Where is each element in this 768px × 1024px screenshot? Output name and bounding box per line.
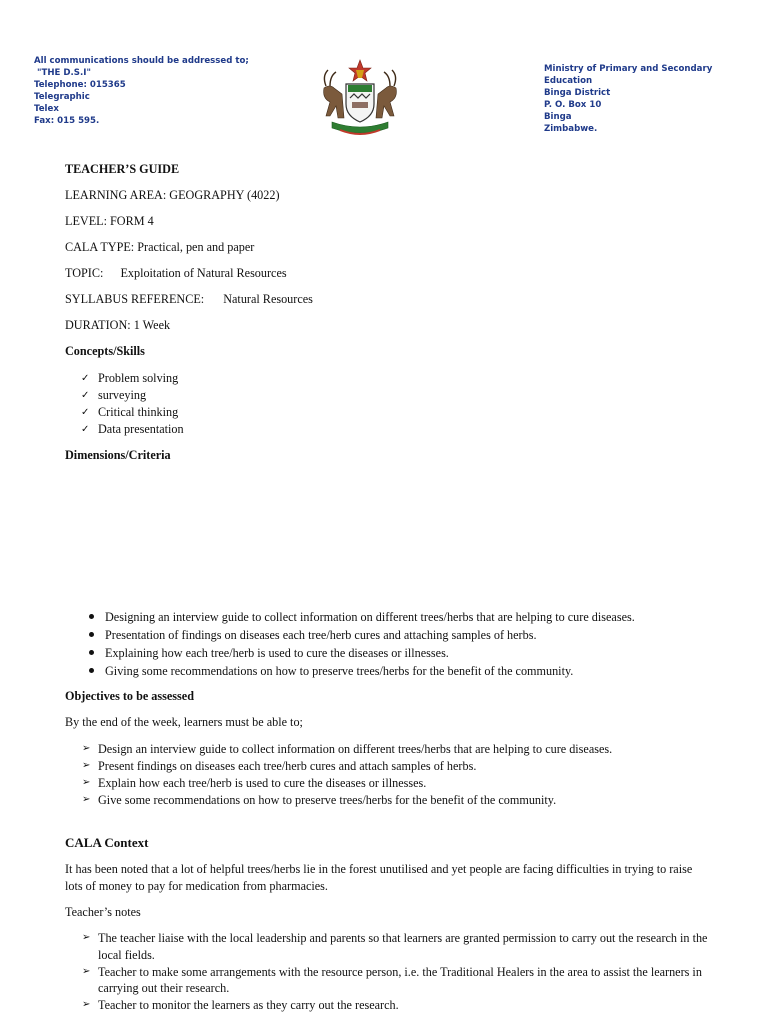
teacher-notes-list [82,930,708,1014]
list-item-text: Presentation of findings on diseases each tree/herb cures and attaching samples of herbs. [105,628,537,642]
context-paragraph: It has been noted that a lot of helpful trees/herbs lie in the forest unutilised and yet people are facing difficulties in trying to raise lots of money to pay for medication from pharmacies. [65,862,693,893]
objectives-list [82,741,613,809]
list-item [82,775,612,792]
list-item [82,792,612,809]
bullet-icon [89,650,94,655]
list-item-text: Explaining how each tree/herb is used to cure the diseases or illnesses. [105,646,449,660]
kudu-icon [324,86,344,118]
list-item-text: Problem solving [98,371,179,385]
arrow-bullet-icon: ➢ [82,794,91,805]
header-right-line: P. O. Box 10 [544,100,602,110]
header-left-line: Fax: 015 595. [34,116,100,126]
learning-area-field: LEARNING AREA: GEOGRAPHY (4022) [65,188,280,202]
check-mark-icon: ✓ [81,390,90,401]
cala-type-field: CALA TYPE: Practical, pen and paper [65,240,255,254]
bullet-icon [89,668,94,673]
header-right-line: Binga District [544,88,611,98]
context-heading: CALA Context [65,835,149,850]
topic-field [65,266,287,281]
coat-of-arms-emblem [312,58,408,140]
arrow-bullet-icon: ➢ [82,760,91,771]
list-item-text: Present findings on diseases each tree/herb cures and attach samples of herbs. [98,759,477,773]
list-item [82,930,708,963]
header-left-line: Telex [34,104,59,114]
check-mark-icon: ✓ [81,424,90,435]
list-item [105,645,635,663]
level-field: LEVEL: FORM 4 [65,214,154,228]
kudu-icon [376,86,396,118]
objectives-heading: Objectives to be assessed [65,689,194,703]
list-item-text: Give some recommendations on how to preserve trees/herbs for the benefit of the community. [98,793,557,807]
arrow-bullet-icon: ➢ [82,965,91,977]
header-right-line: Binga [544,112,572,122]
arrow-bullet-icon: ➢ [82,999,91,1010]
bullet-icon [89,614,94,619]
list-item [81,421,184,438]
notes-heading: Teacher’s notes [65,905,141,919]
list-item [105,663,635,681]
duration-field: DURATION: 1 Week [65,318,171,332]
criteria-list [105,609,635,681]
list-item-text: Designing an interview guide to collect information on different trees/herbs that are helping to cure diseases. [105,610,635,624]
topic-value: Exploitation of Natural Resources [120,266,287,280]
syllabus-value: Natural Resources [223,292,313,306]
list-item [105,609,635,627]
list-item [81,404,184,421]
list-item-text: Data presentation [98,422,184,436]
list-item-text: The teacher liaise with the local leadership and parents so that learners are granted permission to carry out the research in the local fields. [98,931,708,962]
dimensions-heading: Dimensions/Criteria [65,448,171,462]
syllabus-label: SYLLABUS REFERENCE: [65,292,205,306]
check-mark-icon: ✓ [81,407,90,418]
document-title: TEACHER’S GUIDE [65,162,180,176]
list-item-text: Critical thinking [98,405,179,419]
arrow-bullet-icon: ➢ [82,932,91,943]
list-item [82,758,612,775]
header-right-line: Education [544,76,593,86]
concepts-heading: Concepts/Skills [65,344,145,358]
header-left-line: All communications should be addressed to; [34,56,249,66]
list-item-text: Explain how each tree/herb is used to cure the diseases or illnesses. [98,776,427,790]
list-item [82,997,708,1014]
bullet-icon [89,632,94,637]
list-item-text: Teacher to monitor the learners as they carry out the research. [98,998,399,1012]
header-left-line: "THE D.S.I" [37,68,91,78]
list-item [81,370,184,387]
objectives-intro: By the end of the week, learners must be able to; [65,715,303,729]
concepts-list [81,370,184,438]
list-item-text: surveying [98,388,147,402]
topic-label: TOPIC: [65,266,104,280]
list-item [82,741,613,758]
header-right-line: Zimbabwe. [544,124,598,134]
crest-base [332,122,388,133]
list-item [81,387,184,404]
sender-address-block [34,55,264,127]
list-item [105,627,635,645]
header-right-line: Ministry of Primary and Secondary [544,64,713,74]
header-left-line: Telephone: 015365 [34,80,126,90]
list-item-text: Teacher to make some arrangements with the resource person, i.e. the Traditional Healers in the area to assist the learners in carrying out their research. [98,964,702,995]
arrow-bullet-icon: ➢ [82,777,91,788]
syllabus-field [65,292,313,307]
list-item-text: Design an interview guide to collect information on different trees/herbs that are helping to cure diseases. [98,742,613,756]
check-mark-icon: ✓ [81,373,90,384]
arrow-bullet-icon: ➢ [82,743,91,754]
header-left-line: Telegraphic [34,92,90,102]
list-item [82,964,708,997]
list-item-text: Giving some recommendations on how to preserve trees/herbs for the benefit of the community. [105,664,574,678]
ministry-address-block [544,63,744,135]
